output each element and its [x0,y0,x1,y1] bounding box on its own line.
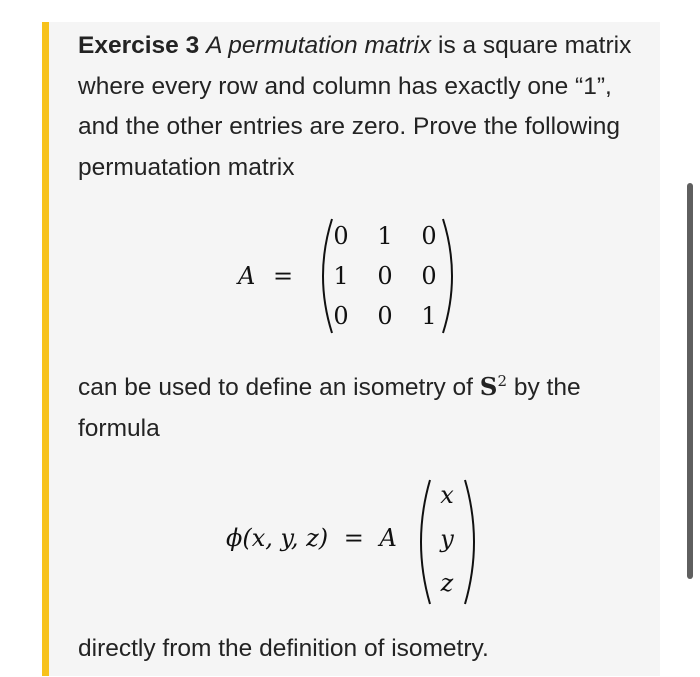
term-permutation-matrix: A permutation matrix [206,32,432,59]
vector-entry: y [440,525,454,553]
isometry-formula [226,524,397,552]
matrix-cell: 1 [421,302,437,330]
vector-entry: z [440,569,454,597]
matrix-cell: 0 [333,222,349,250]
formula-lhs: ϕ(x, y, z) [226,524,329,552]
matrix-variable: A [238,262,256,290]
formula-equals: = [343,524,364,552]
middle-text-after: by the formula [78,374,581,442]
exercise-label: Exercise 3 [78,32,200,59]
matrix-cell: 1 [377,222,393,250]
isometry-description [78,367,648,449]
scrollbar[interactable] [687,183,693,579]
equals-sign: = [272,262,294,290]
matrix-cell: 0 [421,222,437,250]
matrix-cell: 1 [333,262,349,290]
matrix-cell: 0 [421,262,437,290]
matrix-cell: 0 [377,302,393,330]
closing-text: directly from the definition of isometry. [78,635,489,662]
middle-text-before: can be used to define an isometry of [78,374,480,401]
exercise-intro [78,26,648,188]
sphere-symbol: S [479,372,498,401]
matrix-equation-lhs [238,262,293,290]
matrix-cell: 0 [377,262,393,290]
sphere-exponent: 2 [497,371,508,390]
intro-text: is a square matrix where every row and column has exactly one “1”, and the other entries are zero. Prove the following permuatation matrix [78,32,632,181]
formula-matrix-name: A [379,524,397,552]
matrix-cell: 0 [333,302,349,330]
vector-entry: x [440,481,454,509]
